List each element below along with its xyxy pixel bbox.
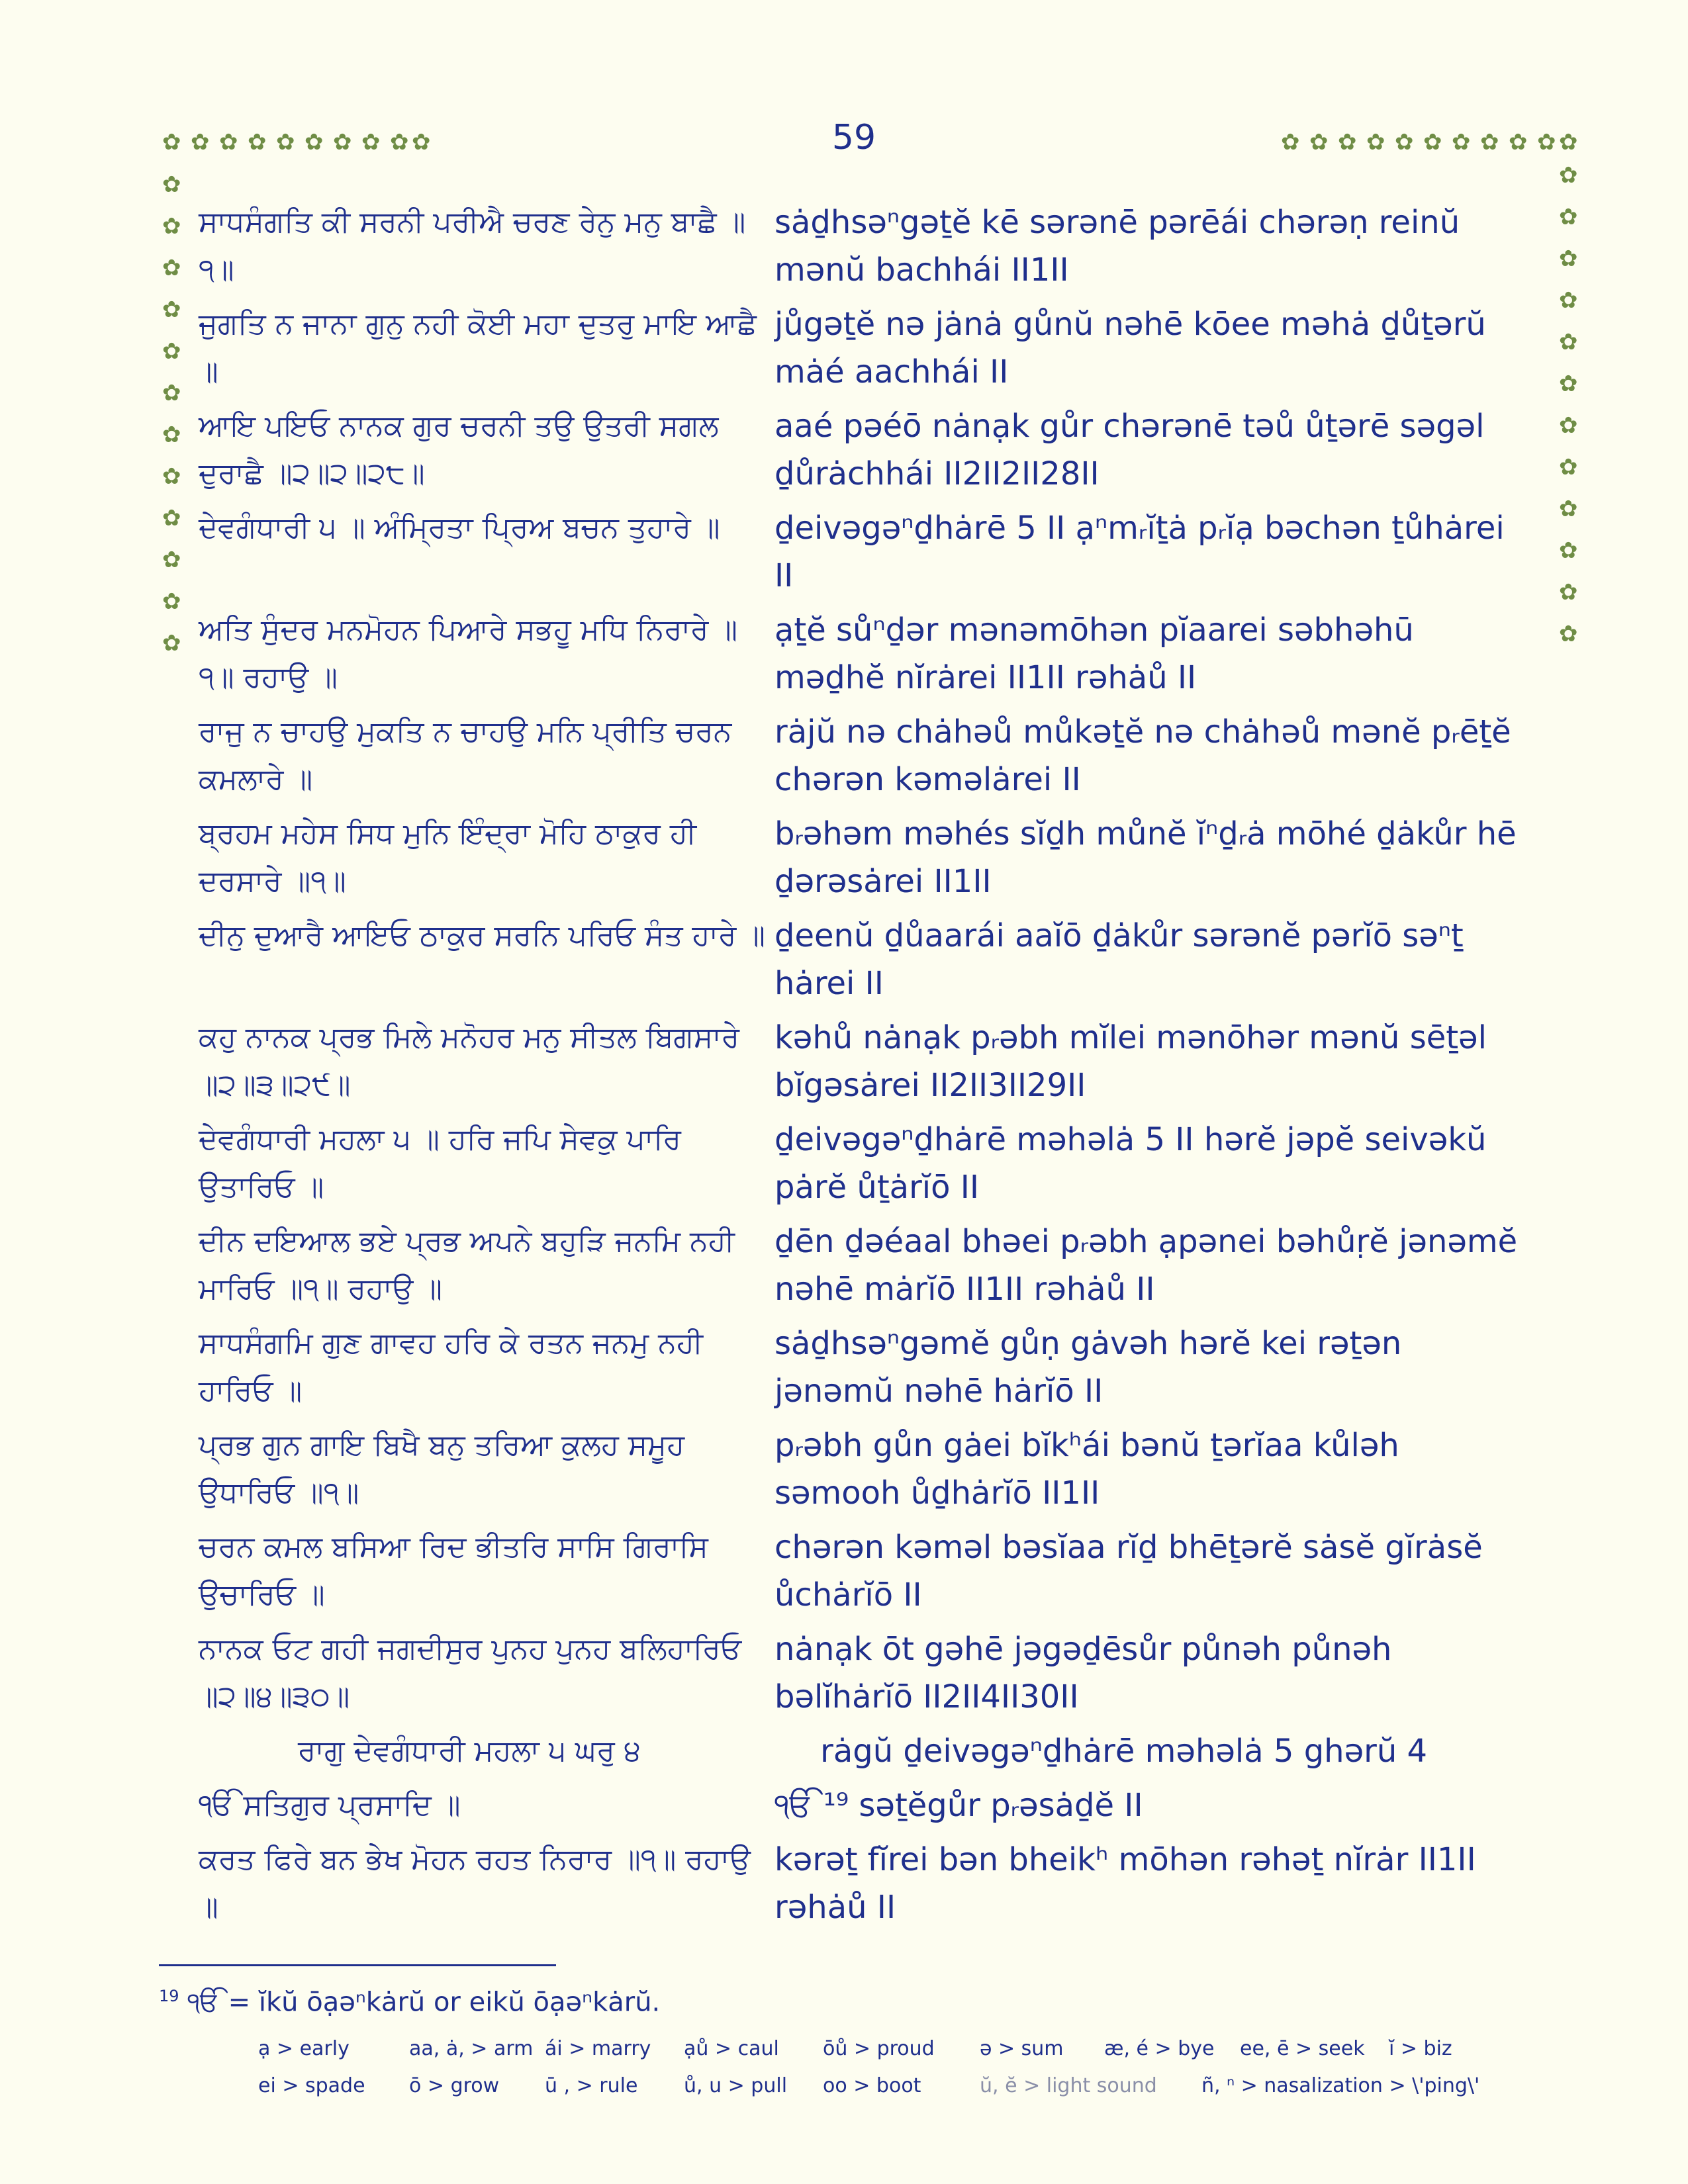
- flower-ornament-icon: ✿: [1395, 129, 1414, 156]
- gurmukhi-line: ਰਾਜੁ ਨ ਚਾਹਉ ਮੁਕਤਿ ਨ ਚਾਹਉ ਮਨਿ ਪ੍ਰੀਤਿ ਚਰਨ ਕਮਲਾਰੇ ॥: [199, 715, 732, 796]
- flower-ornament-icon: ✿: [162, 171, 181, 198]
- flower-ornament-icon: ✿: [1559, 454, 1578, 480]
- flower-ornament-icon: ✿: [1559, 412, 1578, 439]
- verse-row: [199, 1218, 1536, 1313]
- flower-ornament-icon: ✿: [162, 588, 181, 615]
- key-entry: ee, ē > seek: [1240, 2037, 1365, 2060]
- transliteration-line: sȧḏhsəⁿgəṯĕ kē sərənē pərēái chərəṇ reinŭ mənŭ bachhái II1II: [774, 204, 1460, 289]
- flower-ornament-icon: ✿: [162, 129, 181, 156]
- gurmukhi-line: ਬ੍ਰਹਮ ਮਹੇਸ ਸਿਧ ਮੁਨਿ ਇੰਦ੍ਰਾ ਮੋਹਿ ਠਾਕੁਰ ਹੀ ਦਰਸਾਰੇ ॥੧॥: [199, 817, 697, 898]
- flower-ornament-icon: ✿: [1480, 129, 1499, 156]
- flower-ornament-icon: ✿: [191, 129, 210, 156]
- gurmukhi-line: ਦੇਵਗੰਧਾਰੀ ੫ ॥ ਅੰਮ੍ਰਿਤਾ ਪ੍ਰਿਅ ਬਚਨ ਤੁਹਾਰੇ ॥: [199, 511, 720, 545]
- verse-row: [199, 810, 1536, 905]
- flower-ornament-icon: ✿: [162, 255, 181, 281]
- transliteration-line: bᵣəhəm məhés sĭḏh můnĕ ĭⁿḏᵣȧ mōhé ḏȧkůr hē ḏərəsȧrei II1II: [774, 815, 1517, 900]
- transliteration-line: ḏēn ḏəéaal bhəei pᵣəbh ạpənei bəhůṛĕ jənəmĕ nəhē mȧrĭō II1II rəhȧů II: [774, 1223, 1518, 1308]
- flower-ornament-icon: ✿: [333, 129, 352, 156]
- flower-ornament-icon: ✿: [1559, 496, 1578, 522]
- key-entry: ạ > early: [258, 2037, 350, 2060]
- key-entry: ĭ > biz: [1389, 2037, 1452, 2060]
- transliteration-line: aaé pəéō nȧnạk gůr chərənē təů ůṯərē səgəl ḏůrȧchhái II2II2II28II: [774, 408, 1485, 492]
- key-entry: æ, é > bye: [1104, 2037, 1215, 2060]
- flower-ornament-icon: ✿: [219, 129, 238, 156]
- flower-ornament-icon: ✿: [1537, 129, 1556, 156]
- transliteration-line: chərən kəməl bəsĭaa rĭḏ bhēṯərĕ sȧsĕ gĭrȧsĕ ůchȧrĭō II: [774, 1529, 1483, 1614]
- transliteration-line: jůgəṯĕ nə jȧnȧ gůnŭ nəhē kōee məhȧ ḏůṯərŭ mȧé aachhái II: [774, 306, 1486, 390]
- gurmukhi-line: ਚਰਨ ਕਮਲ ਬਸਿਆ ਰਿਦ ਭੀਤਰਿ ਸਾਸਿ ਗਿਰਾਸਿ ਉਚਾਰਿਓ ॥: [199, 1530, 708, 1612]
- footnote-marker: 19: [159, 1987, 179, 2005]
- gurmukhi-line: ੴ ਸਤਿਗੁਰ ਪ੍ਰਸਾਦਿ ॥: [199, 1788, 461, 1822]
- gurmukhi-line: ਸਾਧਸੰਗਤਿ ਕੀ ਸਰਨੀ ਪਰੀਐ ਚਰਣ ਰੇਨੁ ਮਨੁ ਬਾਛੈ ॥੧॥: [199, 205, 746, 287]
- flower-ornament-icon: ✿: [1509, 129, 1528, 156]
- footnote: [159, 1978, 660, 2021]
- verse-row: [199, 1116, 1536, 1211]
- flower-ornament-icon: ✿: [162, 296, 181, 323]
- flower-ornament-icon: ✿: [1452, 129, 1471, 156]
- flower-ornament-icon: ✿: [1366, 129, 1385, 156]
- gurmukhi-line: ਆਇ ਪਇਓ ਨਾਨਕ ਗੁਰ ਚਰਨੀ ਤਉ ਉਤਰੀ ਸਗਲ ਦੁਰਾਛੈ ॥੨॥੨॥੨੮॥: [199, 409, 719, 490]
- transliteration-line: ੴ ¹⁹ səṯĕgůr pᵣəsȧḏĕ II: [774, 1787, 1143, 1824]
- flower-ornament-icon: ✿: [248, 129, 267, 156]
- flower-ornament-icon: ✿: [1559, 621, 1578, 647]
- flower-ornament-icon: ✿: [162, 463, 181, 490]
- flower-ornament-icon: ✿: [1309, 129, 1329, 156]
- verse-row: [199, 1625, 1536, 1721]
- flower-ornament-icon: ✿: [1559, 371, 1578, 397]
- flower-ornament-icon: ✿: [1559, 537, 1578, 564]
- gurmukhi-line: ਸਾਧਸੰਗਮਿ ਗੁਣ ਗਾਵਹ ਹਰਿ ਕੇ ਰਤਨ ਜਨਮੁ ਨਹੀ ਹਾਰਿਓ ॥: [199, 1326, 703, 1408]
- verse-row: [199, 1320, 1536, 1415]
- flower-ornament-icon: ✿: [1559, 287, 1578, 314]
- flower-ornament-icon: ✿: [276, 129, 295, 156]
- page-number: 59: [831, 118, 876, 158]
- gurmukhi-line: ਕਹੁ ਨਾਨਕ ਪ੍ਰਭ ਮਿਲੇ ਮਨੋਹਰ ਮਨੁ ਸੀਤਲ ਬਿਗਸਾਰੇ ॥੨॥੩॥੨੯॥: [199, 1021, 740, 1102]
- transliteration-line: ạṯĕ sůⁿḏər mənəmōhən pĭaarei səbhəhū məḏhĕ nĭrȧrei II1II rəhȧů II: [774, 612, 1414, 696]
- verse-row: [199, 1014, 1536, 1109]
- verse-row: [199, 199, 1536, 294]
- gurmukhi-line: ਦੀਨ ਦਇਆਲ ਭਏ ਪ੍ਰਭ ਅਪਨੇ ਬਹੁੜਿ ਜਨਮਿ ਨਹੀ ਮਾਰਿਓ ॥੧॥ ਰਹਾਉ ॥: [199, 1224, 735, 1306]
- key-entry: ái > marry: [545, 2037, 651, 2060]
- flower-ornament-icon: ✿: [1559, 204, 1578, 230]
- key-entry: ạů > caul: [684, 2037, 779, 2060]
- flower-ornament-icon: ✿: [162, 505, 181, 531]
- flower-ornament-icon: ✿: [1559, 329, 1578, 355]
- footnote-divider: [159, 1964, 556, 1966]
- transliteration-line: kəhů nȧnạk pᵣəbh mĭlei mənōhər mənŭ sēṯəl bĭgəsȧrei II2II3II29II: [774, 1019, 1487, 1104]
- flower-ornament-icon: ✿: [162, 422, 181, 448]
- flower-ornament-icon: ✿: [1338, 129, 1357, 156]
- gurmukhi-line: ਨਾਨਕ ਓਟ ਗਹੀ ਜਗਦੀਸੁਰ ਪੁਨਹ ਪੁਨਹ ਬਲਿਹਾਰਿਓ ॥੨॥੪॥੩੦॥: [199, 1632, 742, 1713]
- key-entry: ŭ, ĕ > light sound: [980, 2074, 1157, 2097]
- key-entry: ōů > proud: [823, 2037, 935, 2060]
- key-entry: ū , > rule: [545, 2074, 638, 2097]
- flower-ornament-icon: ✿: [1559, 246, 1578, 272]
- verse-row: [199, 1524, 1536, 1619]
- flower-ornament-icon: ✿: [1423, 129, 1442, 156]
- flower-ornament-icon: ✿: [412, 129, 431, 156]
- section-title-row: [199, 1727, 1536, 1775]
- verse-row: [199, 912, 1536, 1007]
- key-entry: ñ, ⁿ > nasalization > \'ping\': [1201, 2074, 1480, 2097]
- verse-row: [199, 402, 1536, 498]
- transliteration-line: pᵣəbh gůn gȧei bĭkʰái bənŭ ṯərĭaa kůləh səmooh ůḏhȧrĭō II1II: [774, 1427, 1399, 1512]
- gurmukhi-title: ਰਾਗੁ ਦੇਵਗੰਧਾਰੀ ਮਹਲਾ ੫ ਘਰੁ ੪: [298, 1734, 641, 1768]
- gurmukhi-line: ਪ੍ਰਭ ਗੁਨ ਗਾਇ ਬਿਖੈ ਬਨੁ ਤਰਿਆ ਕੁਲਹ ਸਮੂਹ ਉਧਾਰਿਓ ॥੧॥: [199, 1428, 685, 1510]
- flower-ornament-icon: ✿: [1559, 579, 1578, 606]
- flower-ornament-icon: ✿: [1281, 129, 1300, 156]
- flower-ornament-icon: ✿: [390, 129, 409, 156]
- key-entry: ō > grow: [409, 2074, 500, 2097]
- key-entry: aa, ȧ, > arm: [409, 2037, 534, 2060]
- key-entry: ə > sum: [980, 2037, 1064, 2060]
- gurmukhi-line: ਜੁਗਤਿ ਨ ਜਾਨਾ ਗੁਨੁ ਨਹੀ ਕੋਈ ਮਹਾ ਦੁਤਰੁ ਮਾਇ ਆਛੈ ॥: [199, 307, 757, 388]
- key-entry: ů, u > pull: [684, 2074, 788, 2097]
- flower-ornament-icon: ✿: [361, 129, 381, 156]
- footnote-text: ੴ = ĭkŭ ōạəⁿkȧrŭ or eikŭ ōạəⁿkȧrŭ.: [187, 1987, 661, 2018]
- verse-row: [199, 504, 1536, 600]
- verse-row: [199, 1782, 1536, 1829]
- key-entry: oo > boot: [823, 2074, 921, 2097]
- gurmukhi-line: ਕਰਤ ਫਿਰੇ ਬਨ ਭੇਖ ਮੋਹਨ ਰਹਤ ਨਿਰਾਰ ॥੧॥ ਰਹਾਉ ॥: [199, 1843, 751, 1924]
- gurmukhi-line: ਦੀਨੁ ਦੁਆਰੈ ਆਇਓ ਠਾਕੁਰ ਸਰਨਿ ਪਰਿਓ ਸੰਤ ਹਾਰੇ ॥: [199, 919, 766, 952]
- transliteration-line: nȧnạk ōt gəhē jəgəḏēsůr půnəh půnəh bəlĭhȧrĭō II2II4II30II: [774, 1631, 1392, 1715]
- transliteration-line: ḏeivəgəⁿḏhȧrē 5 II ạⁿmᵣĭṯȧ pᵣĭạ bəchən ṯůhȧrei II: [774, 510, 1505, 594]
- flower-ornament-icon: ✿: [1559, 129, 1578, 156]
- flower-ornament-icon: ✿: [162, 380, 181, 406]
- transliteration-line: ḏeivəgəⁿḏhȧrē məhəlȧ 5 II hərĕ jəpĕ seivəkŭ pȧrĕ ůṯȧrĭō II: [774, 1121, 1487, 1206]
- transliteration-line: kərəṯ fĭrei bən bheikʰ mōhən rəhəṯ nĭrȧr II1II rəhȧů II: [774, 1841, 1476, 1926]
- verse-row: [199, 1836, 1536, 1931]
- verse-list: [199, 199, 1536, 1938]
- gurmukhi-line: ਦੇਵਗੰਧਾਰੀ ਮਹਲਾ ੫ ॥ ਹਰਿ ਜਪਿ ਸੇਵਕੁ ਪਾਰਿ ਉਤਾਰਿਓ ॥: [199, 1122, 681, 1204]
- flower-ornament-icon: ✿: [162, 630, 181, 657]
- verse-row: [199, 606, 1536, 702]
- verse-row: [199, 1422, 1536, 1517]
- flower-ornament-icon: ✿: [162, 338, 181, 365]
- gurmukhi-line: ਅਤਿ ਸੁੰਦਰ ਮਨਮੋਹਨ ਪਿਆਰੇ ਸਭਹੂ ਮਧਿ ਨਿਰਾਰੇ ॥੧॥ ਰਹਾਉ ॥: [199, 613, 738, 694]
- verse-row: [199, 708, 1536, 803]
- flower-ornament-icon: ✿: [162, 213, 181, 240]
- transliteration-title: rȧgŭ ḏeivəgəⁿḏhȧrē məhəlȧ 5 ghərŭ 4: [820, 1733, 1428, 1770]
- key-entry: ei > spade: [258, 2074, 365, 2097]
- transliteration-line: rȧjŭ nə chȧhəů můkəṯĕ nə chȧhəů mənĕ pᵣēṯĕ chərən kəməlȧrei II: [774, 713, 1511, 798]
- flower-ornament-icon: ✿: [162, 547, 181, 573]
- transliteration-line: sȧḏhsəⁿgəmĕ gůṇ gȧvəh hərĕ kei rəṯən jənəmŭ nəhē hȧrĭō II: [774, 1325, 1402, 1410]
- flower-ornament-icon: ✿: [1559, 162, 1578, 189]
- transliteration-line: ḏeenŭ ḏůaarái aaĭō ḏȧkůr sərənĕ pərĭō səⁿṯ hȧrei II: [774, 917, 1464, 1002]
- verse-row: [199, 300, 1536, 396]
- flower-ornament-icon: ✿: [305, 129, 324, 156]
